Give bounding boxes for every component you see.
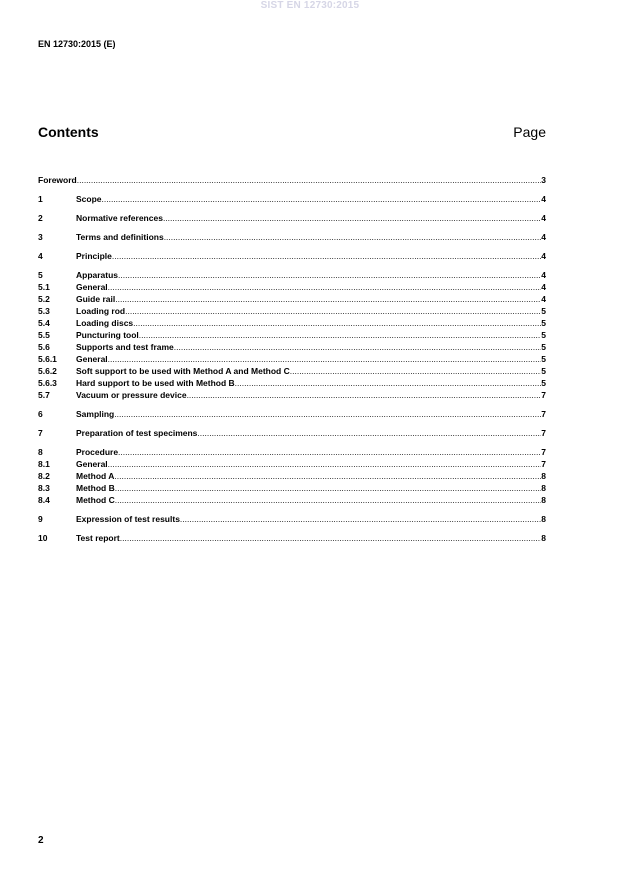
toc-entry-page: 4 [541, 294, 546, 304]
toc-entry[interactable] [38, 305, 546, 317]
toc-entry-page: 4 [541, 213, 546, 223]
toc-entry-leader [114, 408, 541, 420]
toc-entry[interactable] [38, 389, 546, 401]
toc-entry-page: 5 [541, 354, 546, 364]
toc-entry-page: 4 [541, 251, 546, 261]
toc-entry-number: 5.2 [38, 294, 50, 304]
toc-entry-page: 5 [541, 318, 546, 328]
toc-entry-number: 8.4 [38, 495, 50, 505]
toc-entry-leader [108, 353, 542, 365]
toc-entry-leader [187, 389, 542, 401]
toc-entry-title: Scope [76, 194, 102, 204]
toc-entry-title: Method A [76, 471, 115, 481]
toc-entry-title: Terms and definitions [76, 232, 164, 242]
toc-entry-title: General [76, 459, 108, 469]
toc-entry-number: 2 [38, 213, 43, 223]
toc-entry-number: 5.4 [38, 318, 50, 328]
contents-title: Contents [38, 124, 99, 140]
toc-entry-title: Normative references [76, 213, 163, 223]
toc-entry[interactable] [38, 231, 546, 243]
toc-entry-number: 9 [38, 514, 43, 524]
toc-entry[interactable] [38, 458, 546, 470]
page-column-heading: Page [513, 124, 546, 140]
toc-entry-number: 1 [38, 194, 43, 204]
toc-entry-page: 8 [541, 533, 546, 543]
toc-entry-page: 7 [541, 390, 546, 400]
toc-entry-number: 6 [38, 409, 43, 419]
toc-entry-leader [102, 193, 542, 205]
toc-entry-title: Vacuum or pressure device [76, 390, 187, 400]
toc-entry[interactable] [38, 281, 546, 293]
toc-entry-page: 5 [541, 330, 546, 340]
toc-entry-leader [115, 494, 542, 506]
toc-entry-leader [115, 293, 541, 305]
toc-entry-page: 5 [541, 306, 546, 316]
toc-entry-leader [118, 269, 541, 281]
toc-entry-number: 10 [38, 533, 48, 543]
toc-entry-page: 7 [541, 459, 546, 469]
toc-entry-leader [290, 365, 542, 377]
toc-entry[interactable] [38, 329, 546, 341]
document-id: EN 12730:2015 (E) [38, 39, 116, 49]
toc-entry-title: Preparation of test specimens [76, 428, 198, 438]
toc-entry-title: Guide rail [76, 294, 116, 304]
table-of-contents [38, 174, 546, 544]
toc-entry-leader [174, 341, 541, 353]
toc-entry-page: 5 [541, 366, 546, 376]
toc-entry-leader [235, 377, 542, 389]
toc-entry-number: 5.1 [38, 282, 50, 292]
toc-entry[interactable] [38, 341, 546, 353]
toc-entry-page: 5 [541, 342, 546, 352]
toc-entry-page: 8 [541, 471, 546, 481]
toc-entry[interactable] [38, 353, 546, 365]
toc-entry-number: 5.6.3 [38, 378, 57, 388]
toc-entry-title: Method B [76, 483, 115, 493]
toc-entry-leader [114, 470, 541, 482]
toc-entry-number: 5.6.1 [38, 354, 57, 364]
toc-entry-leader [197, 427, 541, 439]
toc-entry[interactable] [38, 513, 546, 525]
toc-entry-number: 5.6 [38, 342, 50, 352]
toc-entry-leader [108, 281, 542, 293]
toc-entry[interactable] [38, 317, 546, 329]
toc-entry-leader [139, 329, 541, 341]
toc-entry[interactable] [38, 470, 546, 482]
toc-entry-page: 4 [541, 282, 546, 292]
toc-entry-page: 7 [541, 409, 546, 419]
toc-entry-page: 8 [541, 495, 546, 505]
toc-entry[interactable] [38, 494, 546, 506]
toc-entry-page: 7 [541, 428, 546, 438]
toc-entry-title: Loading rod [76, 306, 126, 316]
toc-entry[interactable] [38, 427, 546, 439]
toc-entry-leader [180, 513, 541, 525]
toc-entry-number: 5 [38, 270, 43, 280]
toc-entry-title: Expression of test results [76, 514, 180, 524]
toc-entry-title: Procedure [76, 447, 119, 457]
footer-page-number: 2 [38, 835, 44, 846]
toc-entry-title: Supports and test frame [76, 342, 174, 352]
toc-entry-title: Loading discs [76, 318, 134, 328]
toc-entry-number: 8.3 [38, 483, 50, 493]
toc-entry-leader [118, 446, 541, 458]
toc-entry-title: Soft support to be used with Method A and Method C [76, 366, 290, 376]
toc-entry-page: 5 [541, 378, 546, 388]
toc-entry-number: 7 [38, 428, 43, 438]
toc-entry-title: Hard support to be used with Method B [76, 378, 235, 388]
toc-entry-page: 8 [541, 514, 546, 524]
toc-entry-number: 5.6.2 [38, 366, 57, 376]
toc-entry-number: 8.1 [38, 459, 50, 469]
toc-entry-leader [112, 250, 541, 262]
toc-entry-number: 5.3 [38, 306, 50, 316]
toc-entry-leader [120, 532, 541, 544]
toc-entry-number: 5.7 [38, 390, 50, 400]
toc-entry-number: 4 [38, 251, 43, 261]
toc-entry-leader [133, 317, 541, 329]
toc-entry[interactable] [38, 377, 546, 389]
toc-entry-number: 8.2 [38, 471, 50, 481]
watermark: SIST EN 12730:2015 [260, 0, 360, 11]
toc-entry-title: Foreword [38, 175, 77, 185]
toc-entry-title: Sampling [76, 409, 115, 419]
toc-entry[interactable] [38, 365, 546, 377]
toc-entry[interactable] [38, 446, 546, 458]
toc-entry-leader [77, 174, 542, 186]
toc-entry-number: 5.5 [38, 330, 50, 340]
toc-entry-leader [115, 482, 542, 494]
toc-entry[interactable] [38, 212, 546, 224]
toc-entry-title: Apparatus [76, 270, 119, 280]
toc-entry[interactable] [38, 408, 546, 420]
toc-entry-page: 4 [541, 232, 546, 242]
toc-entry[interactable] [38, 250, 546, 262]
toc-entry-title: Test report [76, 533, 120, 543]
toc-entry[interactable] [38, 269, 546, 281]
toc-entry-title: Principle [76, 251, 112, 261]
toc-entry-number: 8 [38, 447, 43, 457]
toc-entry-leader [125, 305, 541, 317]
toc-entry-title: Puncturing tool [76, 330, 139, 340]
toc-entry-page: 7 [541, 447, 546, 457]
toc-entry-page: 3 [541, 175, 546, 185]
toc-entry-title: Method C [76, 495, 115, 505]
toc-entry[interactable] [38, 482, 546, 494]
toc-entry[interactable] [38, 174, 546, 186]
toc-entry-leader [163, 212, 541, 224]
toc-entry[interactable] [38, 293, 546, 305]
toc-entry-leader [164, 231, 542, 243]
toc-entry-leader [108, 458, 542, 470]
toc-entry[interactable] [38, 532, 546, 544]
toc-entry[interactable] [38, 193, 546, 205]
toc-entry-title: General [76, 354, 108, 364]
toc-entry-number: 3 [38, 232, 43, 242]
toc-entry-page: 8 [541, 483, 546, 493]
toc-entry-page: 4 [541, 270, 546, 280]
toc-entry-title: General [76, 282, 108, 292]
toc-entry-page: 4 [541, 194, 546, 204]
